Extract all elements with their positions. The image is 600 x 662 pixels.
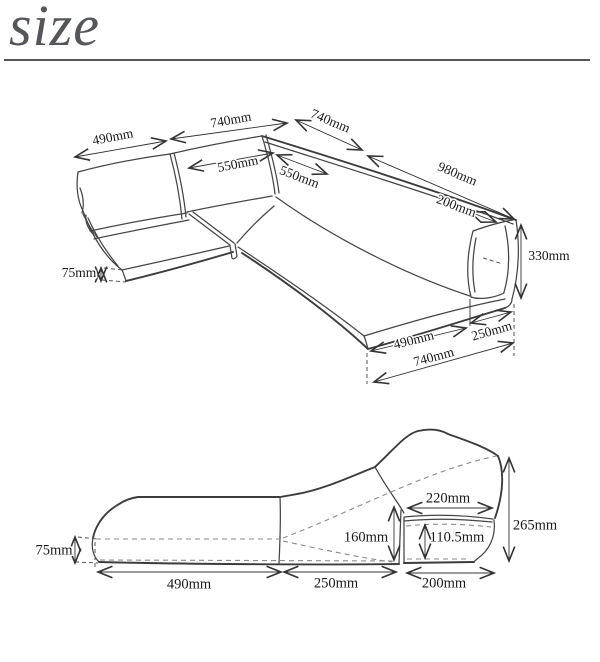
back-left-mid-seam-2	[174, 153, 186, 217]
lounger-side-diagram	[0, 400, 600, 662]
armrest-base-curve	[471, 293, 504, 298]
dim-seat-length	[98, 572, 281, 592]
back-mid-top-edge	[170, 136, 262, 154]
dim-base-block-height	[425, 525, 485, 558]
dim-total-height	[509, 458, 558, 561]
dim-label-armrest-top-depth: 200mm	[434, 191, 479, 221]
dim-right-back-length	[368, 156, 514, 219]
dim-label-back-face-height: 160mm	[343, 529, 389, 546]
back-mid-base	[187, 196, 272, 212]
armrest-outer-edge	[512, 220, 518, 299]
dim-label-mid-section-length: 250mm	[313, 575, 359, 592]
block-bottom-edge	[404, 562, 474, 563]
sofa-end-bottom-corner	[505, 299, 512, 308]
lounger-top-outline	[93, 430, 498, 538]
back-left-base	[90, 213, 187, 231]
dim-label-back-right-width: 740mm	[308, 105, 353, 136]
armrest-top-edge	[473, 220, 513, 231]
dim-label-backrest-height: 330mm	[528, 248, 570, 264]
back-right-base	[276, 197, 470, 296]
dim-base-block-length	[407, 573, 494, 591]
dim-mid-section-length	[284, 572, 396, 591]
back-left-outer-edge	[77, 172, 83, 211]
lounger-right-gap-edge	[399, 510, 401, 564]
dim-label-base-block-length: 200mm	[421, 575, 467, 592]
dim-label-base-block-height: 110.5mm	[429, 529, 485, 546]
dim-label-seat-length: 490mm	[166, 576, 212, 593]
back-left-mid-seam	[170, 154, 182, 219]
hidden-floor-line	[100, 560, 396, 561]
dim-label-headrest-top-width: 220mm	[425, 490, 471, 507]
seat-left-end-crease	[88, 218, 118, 266]
dim-backrest-height	[521, 225, 570, 298]
dim-seat-height	[35, 537, 75, 563]
dim-label-back-mid-width: 740mm	[209, 108, 253, 131]
sofa-dimensions	[62, 106, 570, 382]
seat-left-front-corner	[122, 270, 126, 281]
seat-left-front-bottom	[126, 252, 233, 281]
dim-back-face-height	[344, 507, 394, 560]
dim-seat-mid-width	[189, 152, 273, 175]
seat-right-front-top	[238, 247, 364, 336]
seat-left-right-edge-2	[193, 212, 234, 243]
header-rule	[4, 59, 590, 61]
dim-seat-height	[62, 265, 101, 281]
dim-armrest-top-depth	[435, 191, 496, 222]
dim-headrest-top-width	[408, 490, 492, 508]
armrest-inner-curve	[473, 238, 476, 292]
dim-label-total-height: 265mm	[512, 517, 558, 534]
dim-label-end-seat-length: 490mm	[391, 327, 436, 352]
dim-back-left-width	[75, 125, 166, 157]
armrest-hidden-seam	[483, 258, 503, 264]
seat-corner-back-edge	[237, 206, 274, 243]
lounger-left-edge	[92, 538, 99, 562]
dim-label-end-armrest-depth: 250mm	[469, 317, 514, 344]
dim-label-seat-height: 75mm	[61, 265, 97, 281]
lounger-dimensions	[35, 458, 557, 592]
dim-label-right-back-length: 980mm	[435, 158, 480, 189]
armrest-front-edge	[468, 231, 473, 297]
seat-corner-split-base	[232, 256, 237, 259]
page-title: size	[9, 0, 100, 58]
block-top-edge	[404, 515, 493, 519]
seat-left-right-edge	[189, 214, 230, 245]
armrest-inner-curve-2	[504, 226, 509, 292]
dim-label-seat-height: 75mm	[35, 542, 73, 559]
dim-label-seat-mid-width: 550mm	[216, 152, 260, 175]
seat-right-front-bottom	[242, 253, 368, 349]
back-left-top-edge	[78, 154, 170, 172]
hidden-block-top-line	[406, 524, 491, 527]
seat-corner-split-b	[235, 244, 237, 256]
block-top-edge-2	[404, 519, 492, 522]
dim-label-back-left-width: 490mm	[91, 125, 135, 148]
seat-left-back-edge	[94, 220, 189, 239]
dim-back-mid-width	[171, 109, 287, 139]
seat-height-dash-bottom	[102, 280, 126, 282]
dim-label-seat-right-width: 550mm	[277, 162, 322, 192]
lounger-bottom-edge	[99, 562, 399, 564]
lounger-hump-right-edge	[495, 456, 502, 518]
lounger-seam-mid	[279, 497, 280, 563]
dim-seat-right-width	[277, 155, 327, 191]
seat-height-dash-bottom	[75, 562, 98, 563]
back-mid-right-seam-2	[266, 135, 279, 193]
lounger-seam-hump	[375, 467, 404, 513]
dim-label-end-total-width: 740mm	[411, 344, 456, 370]
dim-back-right-width	[296, 106, 362, 150]
seat-height-dash-top	[78, 537, 97, 539]
sofa-isometric-diagram	[0, 85, 600, 400]
